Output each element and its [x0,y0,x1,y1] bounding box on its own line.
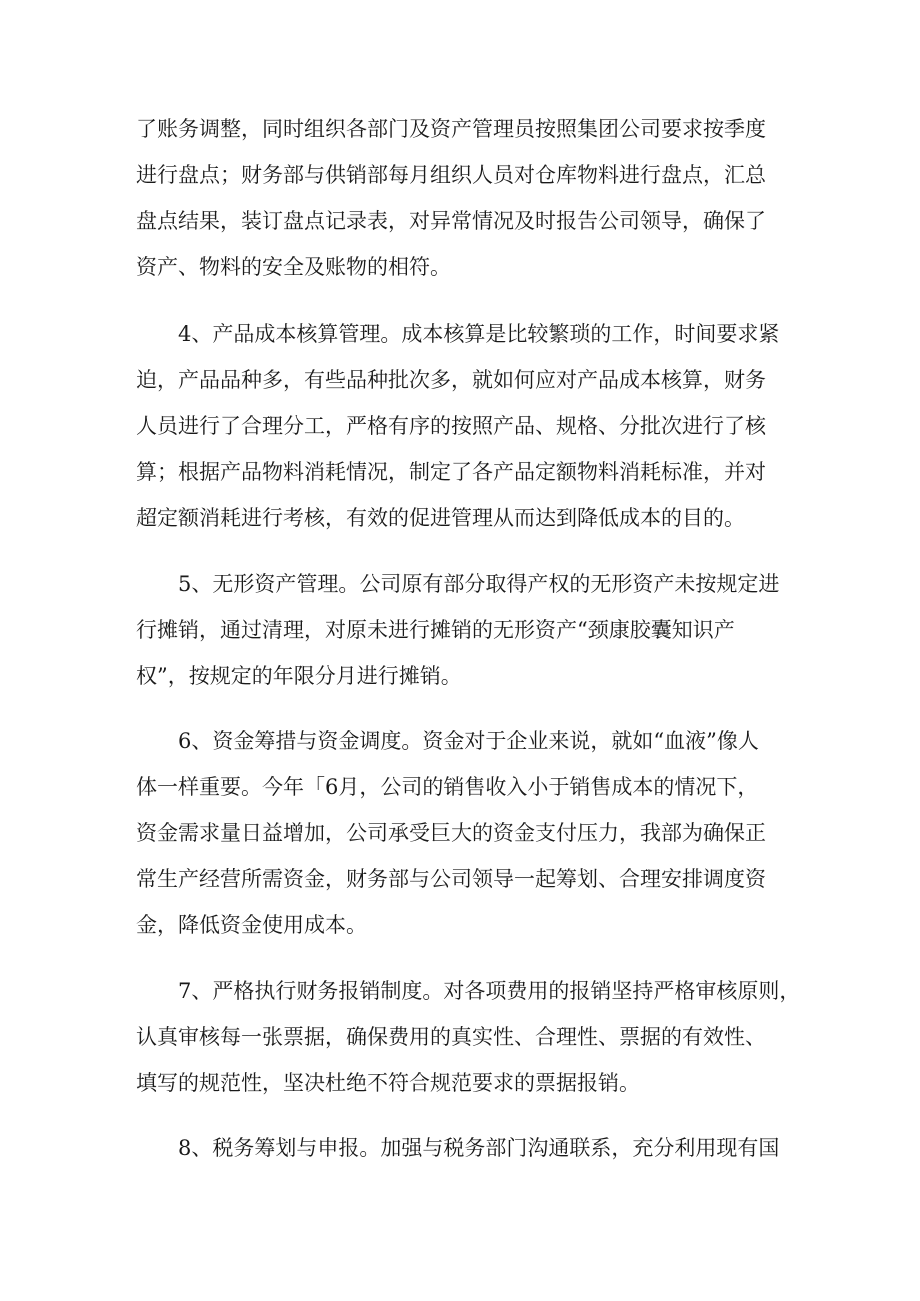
text-line-content: 算；根据产品物料消耗情况，制定了各产品定额物料消耗标准，并对 [136,460,766,484]
text-line [0,612,920,648]
text-line-content: 资金需求量日益增加，公司承受巨大的资金支付压力，我部为确保正 [136,821,766,845]
text-line [0,566,920,602]
text-line-content: 了账务调整，同时组织各部门及资产管理员按照集团公司要求按季度 [136,117,766,141]
text-line [0,157,920,193]
text-line-content: 6、资金筹措与资金调度。资金对于企业来说，就如“血液”像人 [178,729,759,753]
text-line-content: 体一样重要。今年「6月，公司的销售收入小于销售成本的情况下， [136,775,759,799]
text-line [0,723,920,759]
text-line [0,249,920,285]
text-line-content: 人员进行了合理分工，严格有序的按照产品、规格、分批次进行了核 [136,414,766,438]
text-line [0,815,920,851]
text-line-content: 填写的规范性，坚决杜绝不符合规范要求的票据报销。 [136,1071,640,1095]
text-line [0,1019,920,1055]
text-line-content: 金，降低资金使用成本。 [136,913,367,937]
text-line-content: 资产、物料的安全及账物的相符。 [136,255,451,279]
text-line [0,362,920,398]
text-line-content: 8、税务筹划与申报。加强与税务部门沟通联系，充分利用现有国 [178,1136,780,1160]
text-line [0,907,920,943]
text-line [0,1130,920,1166]
text-line [0,316,920,352]
text-line [0,973,920,1009]
text-line-content: 4、产品成本核算管理。成本核算是比较繁琐的工作，时间要求紧 [178,322,780,346]
text-line [0,454,920,490]
text-line-content: 7、严格执行财务报销制度。对各项费用的报销坚持严格审核原则， [178,979,801,1003]
text-line-content: 5、无形资产管理。公司原有部分取得产权的无形资产未按规定进 [178,572,780,596]
text-line-content: 权”，按规定的年限分月进行摊销。 [136,664,462,688]
text-line [0,861,920,897]
text-line [0,111,920,147]
text-line-content: 进行盘点；财务部与供销部每月组织人员对仓库物料进行盘点，汇总 [136,163,766,187]
text-line [0,658,920,694]
text-line [0,500,920,536]
text-line-content: 超定额消耗进行考核，有效的促进管理从而达到降低成本的目的。 [136,506,745,530]
text-line-content: 盘点结果，装订盘点记录表，对异常情况及时报告公司领导，确保了 [136,209,766,233]
text-line-content: 认真审核每一张票据，确保费用的真实性、合理性、票据的有效性、 [136,1025,766,1049]
text-line-content: 常生产经营所需资金，财务部与公司领导一起筹划、合理安排调度资 [136,867,766,891]
text-line-content: 迫，产品品种多，有些品种批次多，就如何应对产品成本核算，财务 [136,368,766,392]
text-line [0,769,920,805]
text-line [0,203,920,239]
text-line-content: 行摊销，通过清理，对原未进行摊销的无形资产“颈康胶囊知识产 [136,618,735,642]
text-line [0,408,920,444]
text-line [0,1065,920,1101]
